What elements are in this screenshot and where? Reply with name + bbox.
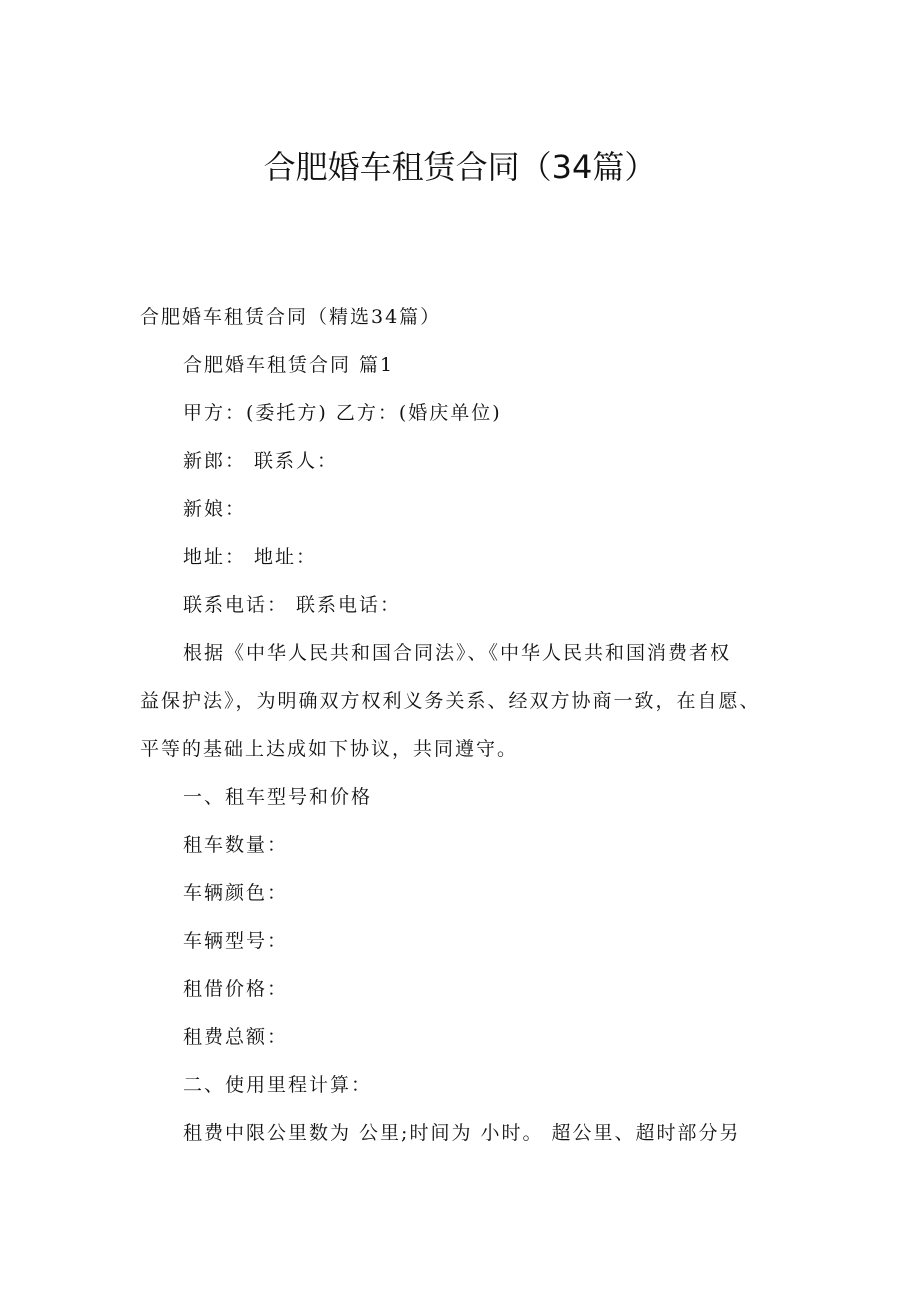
address-line: 地址： 地址： (183, 546, 318, 568)
bride-line: 新娘： (183, 498, 247, 520)
field-line: 租借价格： (183, 978, 289, 1000)
phone-line: 联系电话： 联系电话： (183, 594, 402, 616)
clause-heading: 一、租车型号和价格 (183, 786, 373, 808)
subtitle-line: 合肥婚车租赁合同（精选34篇） (140, 306, 442, 328)
field-line: 车辆型号： (183, 930, 289, 952)
party-line: 甲方：(委托方) 乙方：(婚庆单位) (183, 402, 502, 424)
field-line: 租费总额： (183, 1026, 289, 1048)
paragraph-line: 根据《中华人民共和国合同法》、《中华人民共和国消费者权 (183, 642, 732, 664)
clause-heading: 二、使用里程计算： (183, 1074, 373, 1096)
document-title: 合肥婚车租赁合同（34篇） (263, 148, 657, 186)
paragraph-line: 租费中限公里数为 公里;时间为 小时。 超公里、超时部分另 (183, 1122, 741, 1144)
field-line: 租车数量： (183, 834, 289, 856)
field-line: 车辆颜色： (183, 882, 289, 904)
groom-line: 新郎： 联系人： (183, 450, 339, 472)
section-heading: 合肥婚车租赁合同 篇1 (183, 354, 395, 376)
paragraph-line: 益保护法》，为明确双方权利义务关系、经双方协商一致，在自愿、 (140, 690, 761, 712)
paragraph-line: 平等的基础上达成如下协议，共同遵守。 (140, 738, 519, 760)
